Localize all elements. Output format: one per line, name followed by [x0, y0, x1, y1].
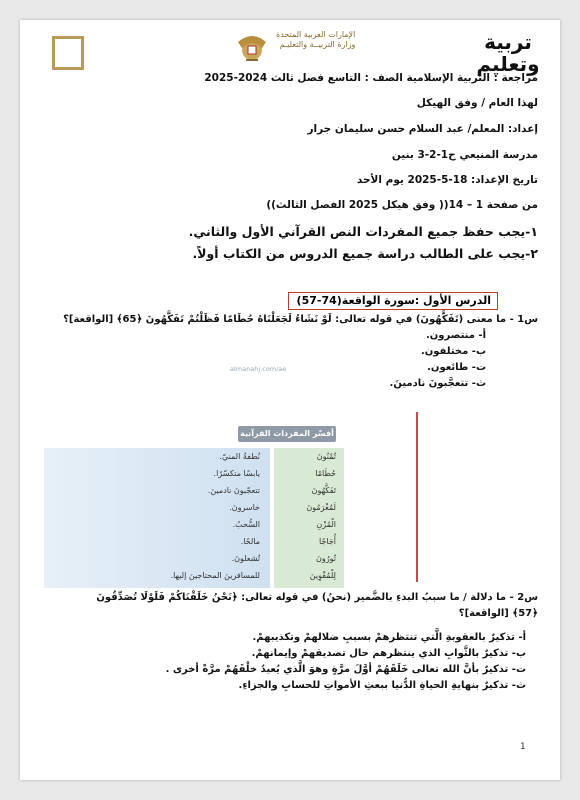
- q1-option-b-letter: ب-: [471, 346, 486, 357]
- vocab-meaning-1: نُطفةُ المنيّ.: [219, 452, 260, 461]
- school-logo-icon: [52, 36, 84, 70]
- uae-emblem-icon: [232, 28, 272, 68]
- q1-option-d-letter: ث-: [471, 378, 486, 389]
- vocab-word-5: الْمُزْنِ: [316, 520, 336, 529]
- margin-line: [416, 412, 418, 582]
- vocab-word-4: لَمُغْرَمُونَ: [306, 503, 336, 512]
- q2-option-d-letter: ث-: [511, 680, 526, 691]
- vocab-meaning-6: مالحًا.: [240, 537, 260, 546]
- q2-option-c-text: تذكيرٌ بأنَّ الله تعالى خَلَقَهُمْ أوَّلَ مرَّةٍ وهوَ الَّذي يُعيدُ خلْقَهُمْ مرَّةً أخرى .: [165, 664, 509, 675]
- q1-option-c-text: طائعون.: [427, 362, 469, 373]
- vocab-word-1: تُمْنُونَ: [316, 452, 336, 461]
- q2-option-b: [252, 648, 526, 659]
- vocab-meaning-5: السُّحبُ.: [232, 520, 260, 529]
- review-title: مراجعة : التربية الإسلامية الصف : التاسع فصل ثالث 2024-2025: [204, 72, 538, 84]
- review-subtitle: لهذا العام / وفق الهيكل: [416, 97, 538, 109]
- q1-option-d-text: تتعجَّبونَ نادمينَ.: [389, 378, 469, 389]
- q2-option-a-letter: أ-: [518, 632, 526, 643]
- q2-option-a-text: تذكيرٌ بالعقوبةِ الَّتي تنتظرهمْ بسببِ ضلالهمْ وتكذيبهمْ.: [252, 632, 515, 643]
- q2-option-a: [252, 632, 526, 643]
- q2-option-d-text: تذكيرٌ بنهايةِ الحياةِ الدُّنيا ببعثِ الأمواتِ للحسابِ والجزاءِ.: [238, 680, 509, 691]
- vocab-meaning-8: للمسافرينَ المحتاجينَ إليها.: [170, 571, 260, 580]
- q2-option-b-letter: ب-: [511, 648, 526, 659]
- vocab-meaning-2: يابسًا متكسّرًا.: [213, 469, 260, 478]
- question-1-text: س1 - ما معنى (تَفَكَّهُونَ) في قوله تعالى: لَوْ نَشَاءُ لَجَعَلْنَاهُ حُطَامًا فَظَلْتُمْ تَفَكَّهُونَ ﴿65﴾ [الواقعة]؟: [63, 314, 538, 325]
- q2-option-c: [166, 664, 526, 675]
- education-logo: [468, 32, 548, 74]
- q1-option-b: [421, 346, 486, 357]
- document-page: [20, 20, 560, 780]
- ministry-name: [276, 30, 355, 51]
- q2-option-d: [239, 680, 526, 691]
- q1-option-d: [390, 378, 486, 389]
- lesson-title-box: [288, 292, 498, 310]
- question-2-text-line2: ﴿57﴾ [الواقعة]؟: [458, 608, 538, 619]
- vocab-word-3: تَفَكَّهُونَ: [311, 486, 336, 495]
- logo-word-1: تربية: [484, 30, 532, 54]
- q2-option-c-letter: ت-: [511, 664, 526, 675]
- q2-option-b-text: تذكيرٌ بالثَّوابِ الذي ينتظرهم حال تصديقهمْ وإيمانهمْ.: [251, 648, 509, 659]
- logo-word-2: وتعليم: [476, 52, 540, 76]
- q1-option-a: [426, 330, 486, 341]
- vocab-meaning-3: تتعجّبونَ نادمينَ.: [207, 486, 260, 495]
- vocab-banner: أفسّر المفردات القرآنية: [238, 426, 336, 442]
- vocab-meaning-4: خاسرونَ.: [229, 503, 260, 512]
- date-line: تاريخ الإعداد: 18-5-2025 يوم الأحد: [356, 174, 538, 186]
- instruction-2: ٢-يجب على الطالب دراسة جميع الدروس من الكتاب أولاً.: [192, 246, 538, 261]
- vocab-word-7: تُورُونَ: [316, 554, 336, 563]
- lesson-title: الدرس الأول :سورة الواقعة(74-57): [296, 294, 491, 307]
- q1-option-b-text: مختلفون.: [420, 346, 469, 357]
- vocab-word-2: حُطَامًا: [315, 469, 336, 478]
- ministry-line-2: وزارة التربيــة والتعليـم: [279, 40, 356, 50]
- pages-line: من صفحة 1 – 14(( وفق هيكل 2025 الفصل الثالث)): [266, 199, 538, 211]
- vocab-word-6: أُجَاجًا: [319, 537, 336, 546]
- q1-option-a-letter: أ-: [478, 330, 486, 341]
- question-2-text-line1: س2 - ما دلالة / ما سببُ البدءِ بالضَّمير (نحنُ) في قوله تعالى: ﴿نَحْنُ خَلَقْنَاكُمْ فَلَوْلَا تُصَدِّقُونَ: [96, 592, 538, 603]
- vocab-table: [44, 448, 344, 588]
- teacher-line: إعداد: المعلم/ عبد السلام حسن سليمان جرار: [307, 123, 538, 135]
- ministry-line-1: الإمارات العربية المتحدة: [276, 30, 356, 39]
- school-line: مدرسة المنيعي ح1-2-3 بنين: [391, 149, 538, 161]
- q1-option-a-text: منتصرون.: [425, 330, 475, 341]
- q1-option-c: [427, 362, 486, 373]
- watermark-text: almanahj.com/ae: [230, 365, 287, 373]
- instruction-1: ١-يجب حفظ جميع المفردات النص القرآني الأول والثاني.: [188, 224, 538, 239]
- page-number: 1: [520, 742, 526, 752]
- vocab-meaning-7: تُشعلونَ.: [231, 554, 260, 563]
- q1-option-c-letter: ت-: [471, 362, 486, 373]
- vocab-word-8: لِلْمُقْوِينَ: [309, 571, 336, 580]
